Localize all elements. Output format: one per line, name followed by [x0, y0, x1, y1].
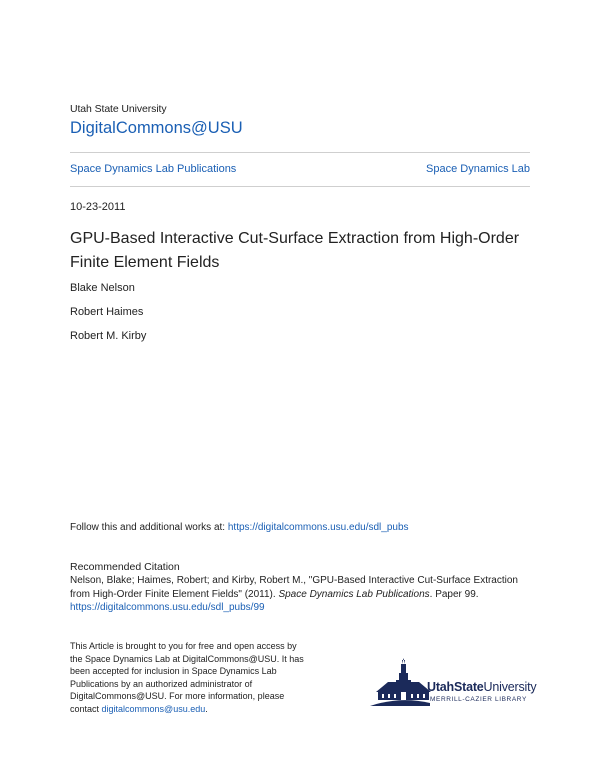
nav-divider	[70, 186, 530, 187]
notice-end: .	[205, 703, 208, 714]
citation-url-link[interactable]: https://digitalcommons.usu.edu/sdl_pubs/99	[70, 602, 265, 613]
sdl-publications-link[interactable]: Space Dynamics Lab Publications	[70, 163, 237, 175]
citation-part-1: Nelson, Blake; Haimes, Robert; and Kirby, Robert M., "GPU-Based Interactive Cut-Surface Extraction from High-Order Finite Element Fields" (2011).	[70, 575, 518, 600]
digitalcommons-link[interactable]: DigitalCommons@USU	[70, 119, 243, 137]
author-2: Robert Haimes	[70, 306, 144, 318]
university-name: Utah State University	[70, 103, 167, 115]
sdl-link[interactable]: Space Dynamics Lab	[426, 163, 530, 175]
citation-text	[70, 574, 540, 615]
recommended-citation-heading: Recommended Citation	[70, 561, 180, 573]
paper-title: GPU-Based Interactive Cut-Surface Extraction from High-Order Finite Element Fields	[70, 230, 520, 271]
follow-url-link[interactable]: https://digitalcommons.usu.edu/sdl_pubs	[227, 522, 409, 533]
publication-date: 10-23-2011	[70, 201, 126, 213]
citation-journal: Space Dynamics Lab Publications	[278, 588, 430, 600]
logo-subtitle: MERRILL-CAZIER LIBRARY	[430, 696, 527, 703]
contact-email-link[interactable]: digitalcommons@usu.edu	[101, 703, 206, 714]
usu-logo-wordmark	[427, 680, 536, 694]
notice-text: This Article is brought to you for free and open access by the Space Dynamics Lab at DigitalCommons@USU. It has been accepted for inclusion in Space Dynamics Lab Publications by an authorized administrator of DigitalCommons@USU. For more information, please contact	[70, 641, 304, 714]
citation-part-2: . Paper 99.	[429, 588, 479, 600]
author-3: Robert M. Kirby	[70, 330, 147, 342]
follow-line	[70, 522, 409, 533]
logo-name-regular: University	[483, 680, 537, 694]
open-access-notice	[70, 640, 310, 715]
logo-name-bold: UtahState	[427, 680, 484, 694]
follow-prefix: Follow this and additional works at:	[70, 522, 228, 533]
old-main-building-icon	[370, 658, 431, 706]
author-1: Blake Nelson	[70, 282, 135, 294]
top-divider	[70, 152, 530, 153]
